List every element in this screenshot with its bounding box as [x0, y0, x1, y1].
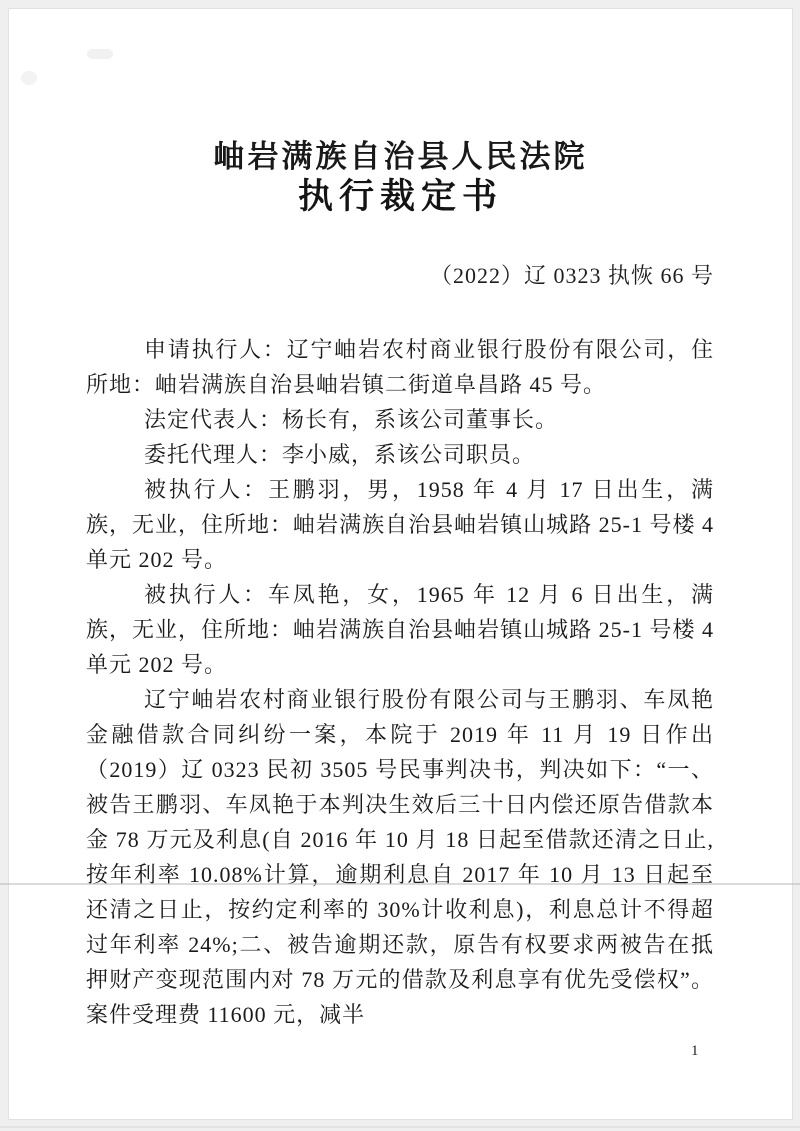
document-title: 执行裁定书 — [297, 177, 503, 216]
paragraph-entrusted-agent: 委托代理人：李小威，系该公司职员。 — [144, 442, 536, 467]
paragraph-judgment-summary: 辽宁岫岩农村商业银行股份有限公司与王鹏羽、车凤艳金融借款合同纠纷一案，本院于 2019 年 11 月 19 日作出（2019）辽 0323 民初 3505 号民事判决书，判决如下：“一、被告王鹏羽、车凤艳于本判决生效后三十日内偿还原告借款本金 78 万元及利息(自 2016 年 10 月 18 日起至借款还清之日止,按年利率 10.08%计算，逾期利息自 2017 年 10 月 13 日起至还清之日止，按约定利率的 30%计收利息)，利息总计不得超过年利率 24%;二、被告逾期还款，原告有权要求两被告在抵押财产变现范围内对 78 万元的借款及利息享有优先受偿权”。案件受理费 11600 元，减半 — [86, 687, 714, 1027]
paragraph-respondent-1: 被执行人：王鹏羽，男，1958 年 4 月 17 日出生，满族，无业，住所地：岫岩满族自治县岫岩镇山城路 25-1 号楼 4 单元 202 号。 — [86, 477, 714, 572]
case-number: （2022）辽 0323 执恢 66 号 — [429, 263, 714, 288]
paragraph-applicant: 申请执行人：辽宁岫岩农村商业银行股份有限公司，住所地：岫岩满族自治县岫岩镇二街道阜昌路 45 号。 — [86, 337, 714, 397]
paragraph-respondent-2: 被执行人：车凤艳，女，1965 年 12 月 6 日出生，满族，无业，住所地：岫岩满族自治县岫岩镇山城路 25-1 号楼 4 单元 202 号。 — [86, 582, 714, 677]
scan-smudge — [21, 71, 37, 85]
document-body — [9, 332, 792, 1032]
scan-smudge — [87, 49, 113, 59]
page-number: 1 — [691, 1043, 699, 1059]
paragraph-legal-representative: 法定代表人：杨长有，系该公司董事长。 — [144, 407, 559, 432]
court-name: 岫岩满族自治县人民法院 — [213, 139, 588, 174]
scan-bottom-edge — [0, 1126, 800, 1128]
document-page — [8, 8, 793, 1120]
